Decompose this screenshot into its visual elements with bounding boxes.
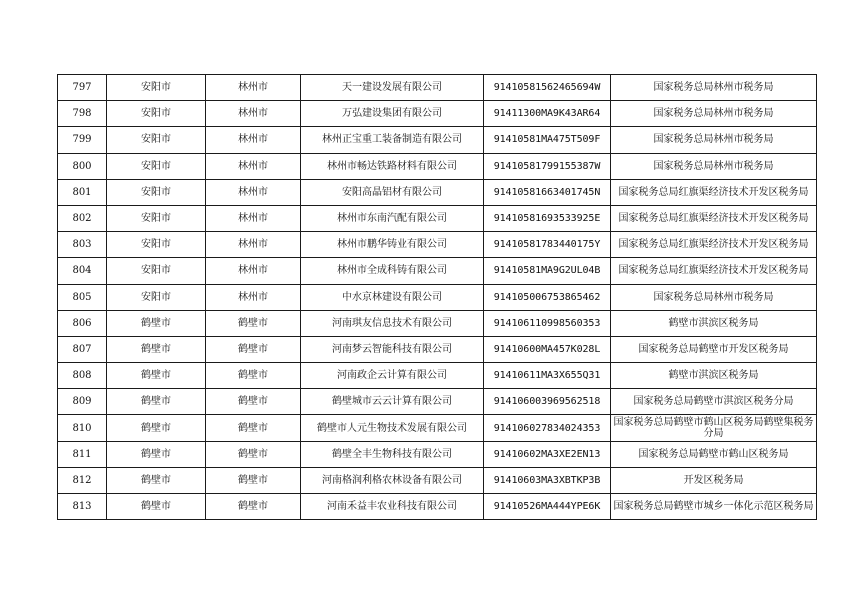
district-cell: 鹤壁市 (206, 336, 301, 362)
city-cell: 安阳市 (107, 153, 206, 179)
table-row (58, 467, 817, 493)
row-number-cell: 799 (58, 127, 107, 153)
tax-office-cell: 国家税务总局林州市税务局 (611, 153, 817, 179)
row-number-cell: 806 (58, 310, 107, 336)
tax-office-cell: 国家税务总局林州市税务局 (611, 127, 817, 153)
company-name-cell: 林州市畅达铁路材料有限公司 (301, 153, 484, 179)
city-cell: 安阳市 (107, 205, 206, 231)
company-name-cell: 天一建设发展有限公司 (301, 75, 484, 101)
tax-office-cell: 国家税务总局红旗渠经济技术开发区税务局 (611, 232, 817, 258)
tax-id-cell: 91410581799155387W (484, 153, 611, 179)
tax-id-cell: 91410500675386546​2 (484, 284, 611, 310)
city-cell: 鹤壁市 (107, 467, 206, 493)
city-cell: 安阳市 (107, 101, 206, 127)
city-cell: 鹤壁市 (107, 310, 206, 336)
company-name-cell: 林州市全成科铸有限公司 (301, 258, 484, 284)
company-name-cell: 河南格润利格农林设备有限公司 (301, 467, 484, 493)
city-cell: 鹤壁市 (107, 441, 206, 467)
district-cell: 林州市 (206, 127, 301, 153)
table-row (58, 258, 817, 284)
tax-office-cell: 鹤壁市淇滨区税务局 (611, 310, 817, 336)
tax-office-cell: 国家税务总局鹤壁市淇滨区税务分局 (611, 389, 817, 415)
tax-office-cell: 国家税务总局鹤壁市城乡一体化示范区税务局 (611, 494, 817, 520)
district-cell: 鹤壁市 (206, 415, 301, 441)
table-row (58, 284, 817, 310)
company-name-cell: 安阳高晶铝材有限公司 (301, 179, 484, 205)
city-cell: 鹤壁市 (107, 336, 206, 362)
tax-office-cell: 国家税务总局林州市税务局 (611, 101, 817, 127)
table-row (58, 153, 817, 179)
district-cell: 鹤壁市 (206, 389, 301, 415)
city-cell: 安阳市 (107, 179, 206, 205)
district-cell: 林州市 (206, 232, 301, 258)
company-name-cell: 万弘建设集团有限公司 (301, 101, 484, 127)
tax-id-cell: 91410581783440175Y (484, 232, 611, 258)
tax-office-cell: 国家税务总局林州市税务局 (611, 75, 817, 101)
row-number-cell: 812 (58, 467, 107, 493)
table-row (58, 336, 817, 362)
row-number-cell: 797 (58, 75, 107, 101)
city-cell: 安阳市 (107, 284, 206, 310)
tax-office-cell: 鹤壁市淇滨区税务局 (611, 363, 817, 389)
table-row (58, 363, 817, 389)
district-cell: 鹤壁市 (206, 441, 301, 467)
row-number-cell: 805 (58, 284, 107, 310)
tax-office-cell: 国家税务总局红旗渠经济技术开发区税务局 (611, 258, 817, 284)
table-row (58, 205, 817, 231)
table-row (58, 75, 817, 101)
table-row (58, 232, 817, 258)
row-number-cell: 813 (58, 494, 107, 520)
company-name-cell: 林州正宝重工装备制造有限公司 (301, 127, 484, 153)
tax-id-cell: 914106110998560353 (484, 310, 611, 336)
tax-office-cell: 国家税务总局红旗渠经济技术开发区税务局 (611, 205, 817, 231)
tax-id-cell: 914106003969562518 (484, 389, 611, 415)
row-number-cell: 807 (58, 336, 107, 362)
company-name-cell: 河南政企云计算有限公司 (301, 363, 484, 389)
table-row (58, 127, 817, 153)
row-number-cell: 798 (58, 101, 107, 127)
tax-office-cell: 开发区税务局 (611, 467, 817, 493)
row-number-cell: 800 (58, 153, 107, 179)
table-row (58, 389, 817, 415)
city-cell: 安阳市 (107, 127, 206, 153)
company-name-cell: 河南禾益丰农业科技有限公司 (301, 494, 484, 520)
company-name-cell: 林州市东南汽配有限公司 (301, 205, 484, 231)
company-name-cell: 鹤壁市人元生物技术发展有限公司 (301, 415, 484, 441)
tax-id-cell: 91410602MA3XE2EN13 (484, 441, 611, 467)
company-name-cell: 中水京林建设有限公司 (301, 284, 484, 310)
tax-id-cell: 91410603MA3XBTKP3B (484, 467, 611, 493)
company-name-cell: 河南梦云智能科技有限公司 (301, 336, 484, 362)
tax-office-cell: 国家税务总局鹤壁市鹤山区税务局 (611, 441, 817, 467)
tax-id-cell: 91411300MA9K43AR64 (484, 101, 611, 127)
row-number-cell: 808 (58, 363, 107, 389)
tax-id-cell: 91410581MA9G2UL04B (484, 258, 611, 284)
table-row (58, 101, 817, 127)
city-cell: 安阳市 (107, 232, 206, 258)
row-number-cell: 809 (58, 389, 107, 415)
city-cell: 鹤壁市 (107, 389, 206, 415)
district-cell: 林州市 (206, 75, 301, 101)
company-name-cell: 林州市鹏华铸业有限公司 (301, 232, 484, 258)
row-number-cell: 802 (58, 205, 107, 231)
district-cell: 鹤壁市 (206, 363, 301, 389)
company-name-cell: 鹤壁全丰生物科技有限公司 (301, 441, 484, 467)
row-number-cell: 801 (58, 179, 107, 205)
city-cell: 鹤壁市 (107, 415, 206, 441)
company-name-cell: 河南琪友信息技术有限公司 (301, 310, 484, 336)
tax-id-cell: 914106027834024353 (484, 415, 611, 441)
row-number-cell: 804 (58, 258, 107, 284)
tax-office-cell: 国家税务总局鹤壁市鹤山区税务局鹤壁集税务分局 (611, 415, 817, 441)
table-row (58, 415, 817, 441)
district-cell: 林州市 (206, 284, 301, 310)
tax-office-cell: 国家税务总局红旗渠经济技术开发区税务局 (611, 179, 817, 205)
table-row (58, 179, 817, 205)
district-cell: 林州市 (206, 179, 301, 205)
row-number-cell: 810 (58, 415, 107, 441)
city-cell: 鹤壁市 (107, 494, 206, 520)
table-body (58, 75, 817, 520)
district-cell: 鹤壁市 (206, 310, 301, 336)
district-cell: 林州市 (206, 101, 301, 127)
tax-id-cell: 91410526MA444YPE6K (484, 494, 611, 520)
city-cell: 鹤壁市 (107, 363, 206, 389)
tax-id-cell: 91410581562465694W (484, 75, 611, 101)
district-cell: 林州市 (206, 153, 301, 179)
tax-id-cell: 91410600MA457K028L (484, 336, 611, 362)
district-cell: 林州市 (206, 205, 301, 231)
table-row (58, 310, 817, 336)
company-name-cell: 鹤壁城市云云计算有限公司 (301, 389, 484, 415)
table-row (58, 494, 817, 520)
district-cell: 鹤壁市 (206, 467, 301, 493)
row-number-cell: 811 (58, 441, 107, 467)
district-cell: 林州市 (206, 258, 301, 284)
tax-id-cell: 91410611MA3X655Q31 (484, 363, 611, 389)
row-number-cell: 803 (58, 232, 107, 258)
tax-office-cell: 国家税务总局林州市税务局 (611, 284, 817, 310)
district-cell: 鹤壁市 (206, 494, 301, 520)
tax-id-cell: 91410581693533925E (484, 205, 611, 231)
tax-id-cell: 91410581MA475T509F (484, 127, 611, 153)
city-cell: 安阳市 (107, 75, 206, 101)
table-row (58, 441, 817, 467)
taxpayer-table (57, 74, 817, 520)
city-cell: 安阳市 (107, 258, 206, 284)
tax-id-cell: 91410581663401745N (484, 179, 611, 205)
tax-office-cell: 国家税务总局鹤壁市开发区税务局 (611, 336, 817, 362)
